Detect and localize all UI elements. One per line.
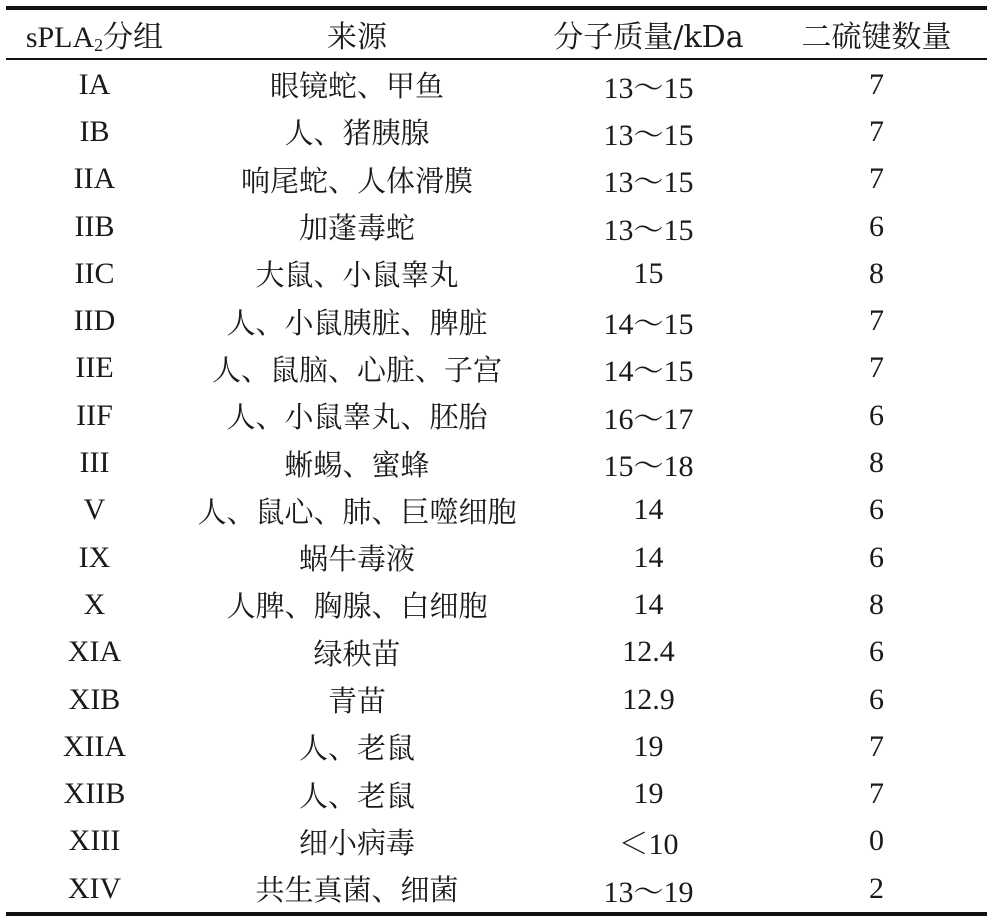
cell-disulfide: 0 [869, 824, 884, 858]
cell-mass: ＜10 [618, 828, 679, 862]
cell-group: XIIB [63, 777, 126, 811]
cell-group: III [79, 446, 110, 480]
cell-disulfide: 6 [869, 493, 884, 527]
header-source: 来源 [327, 20, 387, 55]
table-row [6, 534, 987, 581]
cell-disulfide: 8 [869, 446, 884, 480]
cell-mass: 13～15 [603, 118, 694, 152]
cell-group: IIE [75, 351, 114, 385]
splA2-table [6, 6, 987, 916]
table-row [6, 297, 987, 344]
cell-disulfide: 6 [869, 540, 884, 574]
cell-source: 绿秧苗 [313, 636, 401, 671]
cell-mass: 19 [633, 729, 664, 763]
cell-group: XIIA [62, 729, 127, 763]
cell-mass: 12.4 [622, 635, 675, 669]
cell-mass: 15～18 [603, 450, 694, 484]
cell-group: V [83, 493, 106, 527]
table-row [6, 770, 987, 817]
cell-group: X [83, 587, 106, 621]
cell-source: 人、小鼠胰脏、脾脏 [226, 305, 488, 340]
cell-disulfide: 7 [869, 162, 884, 196]
data-table-body [6, 60, 987, 912]
table-row [6, 345, 987, 392]
cell-source: 人、猪胰腺 [284, 116, 430, 151]
cell-mass: 14 [633, 493, 664, 527]
table-row [6, 676, 987, 723]
cell-source: 蜥蜴、蜜蜂 [284, 447, 430, 482]
cell-mass: 13～15 [603, 213, 694, 247]
table-row [6, 629, 987, 676]
cell-group: IIB [74, 209, 115, 243]
table-row [6, 723, 987, 770]
cell-group: XIII [68, 824, 121, 858]
cell-mass: 14～15 [603, 355, 694, 389]
cell-source: 加蓬毒蛇 [298, 211, 415, 246]
cell-source: 人、小鼠睾丸、胚胎 [226, 400, 488, 435]
table-body [6, 60, 987, 912]
cell-disulfide: 7 [869, 67, 884, 101]
table-row [6, 487, 987, 534]
cell-disulfide: 8 [869, 256, 884, 290]
cell-disulfide: 7 [869, 304, 884, 338]
cell-disulfide: 7 [869, 114, 884, 148]
cell-disulfide: 7 [869, 729, 884, 763]
cell-mass: 13～19 [603, 875, 694, 909]
cell-disulfide: 6 [869, 682, 884, 716]
table-row [6, 203, 987, 250]
cell-group: IX [78, 540, 111, 574]
cell-disulfide: 6 [869, 209, 884, 243]
cell-mass: 16～17 [603, 402, 694, 436]
cell-disulfide: 2 [869, 871, 884, 905]
cell-source: 大鼠、小鼠睾丸 [255, 258, 459, 293]
cell-group: IIC [74, 256, 115, 290]
table-row [6, 60, 987, 108]
cell-mass: 13～15 [603, 166, 694, 200]
cell-disulfide: 6 [869, 398, 884, 432]
table-row [6, 581, 987, 628]
cell-group: IIA [73, 162, 116, 196]
table-header [6, 10, 987, 58]
bottom-rule [6, 912, 987, 916]
cell-mass: 19 [633, 777, 664, 811]
header-group-prefix: sPLA [25, 21, 95, 54]
cell-mass: 12.9 [622, 682, 675, 716]
cell-source: 细小病毒 [298, 825, 415, 860]
cell-source: 共生真菌、细菌 [255, 873, 459, 908]
cell-source: 人、鼠心、肺、巨噬细胞 [197, 494, 517, 529]
table-row [6, 250, 987, 297]
cell-source: 人、鼠脑、心脏、子宫 [211, 352, 502, 387]
cell-group: IID [73, 304, 116, 338]
cell-source: 蜗牛毒液 [298, 542, 415, 577]
table-row [6, 392, 987, 439]
header-disulfide: 二硫键数量 [801, 20, 952, 55]
cell-source: 人、老鼠 [298, 778, 415, 813]
cell-disulfide: 6 [869, 635, 884, 669]
cell-source: 人脾、胸腺、白细胞 [226, 589, 488, 624]
cell-mass: 14 [633, 587, 664, 621]
cell-disulfide: 7 [869, 777, 884, 811]
cell-mass: 14～15 [603, 308, 694, 342]
cell-source: 眼镜蛇、甲鱼 [269, 69, 444, 104]
table-row [6, 818, 987, 865]
cell-disulfide: 7 [869, 351, 884, 385]
table-row [6, 439, 987, 486]
cell-group: IIF [76, 398, 113, 432]
cell-source: 响尾蛇、人体滑膜 [240, 163, 473, 198]
header-group [6, 10, 183, 58]
table-row [6, 156, 987, 203]
cell-disulfide: 8 [869, 587, 884, 621]
header-group-suffix: 分组 [103, 20, 164, 55]
table-row [6, 108, 987, 155]
cell-source: 青苗 [327, 684, 386, 718]
data-table [6, 10, 987, 58]
header-mass: 分子质量/kDa [553, 20, 744, 55]
cell-group: XIA [67, 635, 122, 669]
header-row [6, 10, 987, 58]
cell-group: IB [79, 114, 110, 148]
cell-source: 人、老鼠 [298, 731, 415, 766]
cell-mass: 13～15 [603, 71, 694, 105]
cell-mass: 15 [633, 256, 664, 290]
cell-group: XIV [67, 871, 122, 905]
cell-mass: 14 [633, 540, 664, 574]
table-row [6, 865, 987, 912]
header-group-subscript: 2 [94, 35, 104, 55]
cell-group: IA [78, 67, 111, 101]
cell-group: XIB [68, 682, 121, 716]
